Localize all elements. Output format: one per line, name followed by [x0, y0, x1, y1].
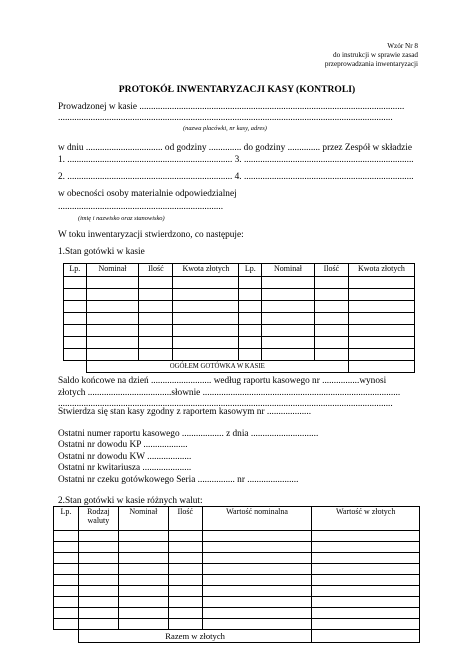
table-row: [64, 337, 415, 349]
table-row: [64, 289, 415, 301]
col-header: Ilość: [168, 507, 202, 531]
last-cheque-line: Ostatni nr czeku gotówkowego Seria ................ nr ......................: [58, 475, 299, 485]
col-header: Nominał: [118, 507, 168, 531]
col-header: Lp.: [64, 264, 87, 277]
date-time-line: w dniu ................................. od godziny .............. do godziny .............. przez Zespół w składzie: [58, 143, 413, 153]
cash-table: [63, 263, 415, 373]
table-row: [64, 325, 415, 337]
table-row: [54, 575, 420, 586]
col-header: Wartość w złotych: [312, 507, 420, 531]
col-header: Nominał: [262, 264, 315, 277]
saldo-line-3: ................................................................................................................................................: [58, 399, 393, 409]
table-row: [54, 553, 420, 564]
table-row: [54, 542, 420, 553]
last-kp-line: Ostatni nr dowodu KP ...................: [58, 440, 188, 450]
saldo-line-2: złotych ....................................słownie .....................................................................................: [58, 388, 401, 398]
total-row: [54, 630, 420, 643]
section-2-heading: 2.Stan gotówki w kasie różnych walut:: [58, 496, 203, 506]
responsible-person-caption: (imię i nazwisko oraz stanowisko): [78, 215, 165, 222]
table-row: [54, 608, 420, 619]
form-number: Wzór Nr 8: [387, 42, 418, 50]
table-row: [64, 313, 415, 325]
responsible-person-field: .......................................................................: [58, 202, 224, 212]
col-header: Kwota złotych: [173, 264, 239, 277]
cash-desk-line-2: ................................................................................................................................................: [58, 113, 393, 123]
table-row: [54, 531, 420, 542]
last-receipt-line: Ostatni nr kwitariusza .....................: [58, 463, 192, 473]
col-header: Ilość: [139, 264, 173, 277]
col-header: Rodzaj waluty: [78, 507, 118, 531]
col-header: Kwota złotych: [348, 264, 414, 277]
table-row: [54, 619, 420, 630]
last-kw-line: Ostatni nr dowodu KW ...................: [58, 452, 192, 462]
table-row: [54, 597, 420, 608]
instruction-ref: do instrukcji w sprawie zasad: [332, 51, 418, 59]
table-row: [54, 564, 420, 575]
team-line-2: 2. ....................................................................... 4. .........................................................................: [58, 172, 414, 182]
findings-intro: W toku inwentaryzacji stwierdzono, co następuje:: [58, 230, 244, 240]
last-report-line: Ostatni numer raportu kasowego .................. z dnia .............................: [58, 429, 319, 439]
section-1-heading: 1.Stan gotówki w kasie: [58, 247, 145, 257]
total-label: Razem w złotych: [78, 630, 311, 643]
col-header: Lp.: [54, 507, 79, 531]
col-header: Ilość: [314, 264, 348, 277]
responsible-person-label: w obecności osoby materialnie odpowiedzialnej: [58, 189, 237, 199]
page-title: PROTOKÓŁ INWENTARYZACJI KASY (KONTROLI): [118, 84, 356, 95]
total-label: OGÓŁEM GOTÓWKA W KASIE: [86, 361, 348, 373]
table-row: [64, 277, 415, 289]
cash-desk-line: Prowadzonej w kasie ..................................................................................................................: [58, 102, 405, 112]
table-header-row: [64, 264, 415, 277]
table-header-row: [54, 507, 420, 531]
col-header: Wartość nominalna: [202, 507, 312, 531]
col-header: Nominał: [86, 264, 139, 277]
total-row: [64, 361, 415, 373]
table-row: [64, 349, 415, 361]
stwierdza-line: Stwierdza się stan kasy zgodny z raportem kasowym nr ...................: [58, 407, 312, 417]
instruction-ref-2: przeprowadzania inwentaryzacji: [324, 60, 418, 68]
team-line-1: 1. ....................................................................... 3. .........................................................................: [58, 155, 414, 165]
saldo-line-1: Saldo końcowe na dzień .......................... według raportu kasowego nr ................wynosi: [58, 376, 387, 386]
col-header: Lp.: [239, 264, 262, 277]
currency-table: [53, 506, 420, 643]
table-row: [54, 586, 420, 597]
cash-desk-caption: (nazwa placówki, nr kasy, adres): [183, 125, 267, 132]
table-row: [64, 301, 415, 313]
